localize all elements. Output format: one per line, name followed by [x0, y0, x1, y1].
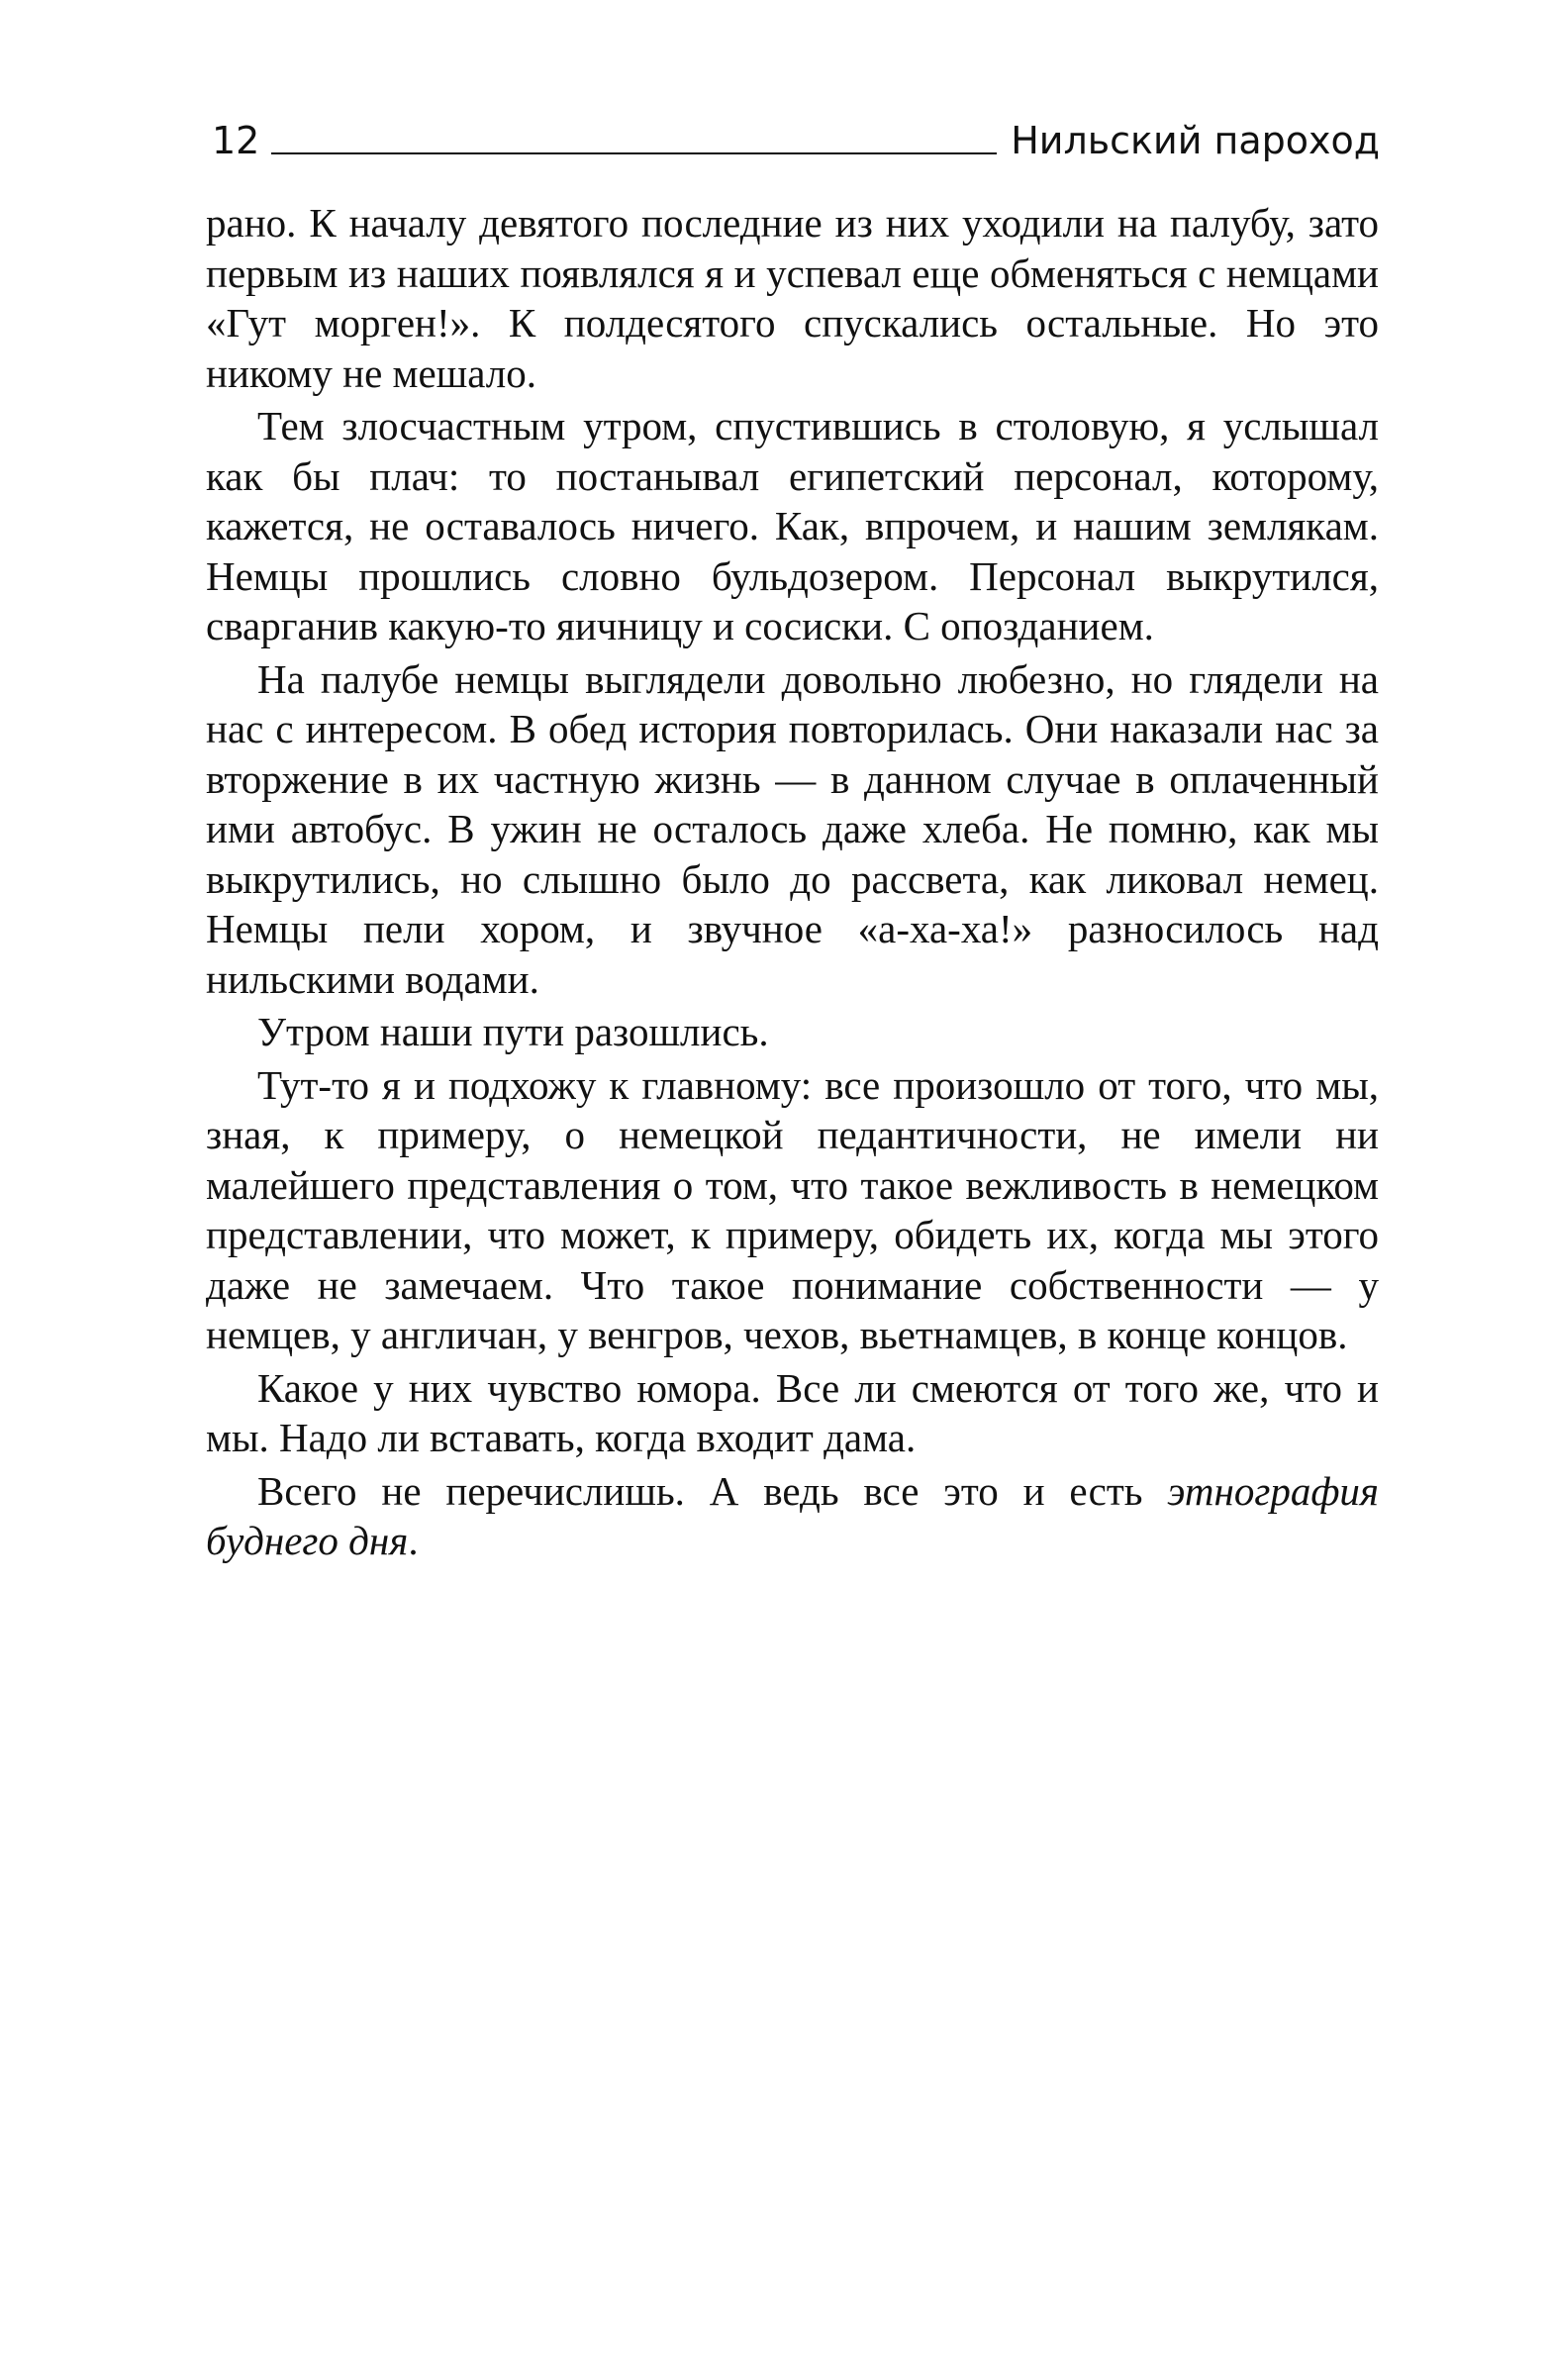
paragraph: Тем злосчастным утром, спустившись в столовую, я услышал как бы плач: то постанывал египетский персонал, которому, кажется, не оставалось ничего. Как, впрочем, и нашим землякам. Немцы прошлись словно бульдозером. Персонал выкрутился, сварганив какую-то яичницу и сосиски. С опозданием. [206, 403, 1379, 648]
paragraph-end-punctuation: . [408, 1518, 419, 1563]
page-number: 12 [212, 119, 260, 162]
paragraph: Какое у них чувство юмора. Все ли смеются от того же, что и мы. Надо ли вставать, когда входит дама. [206, 1364, 1379, 1460]
italic-phrase: этнография буднего дня [206, 1467, 1379, 1563]
paragraph-text: Всего не перечислишь. А ведь все это и есть [257, 1467, 1168, 1514]
paragraph: На палубе немцы выглядели довольно любезно, но глядели на нас с интересом. В обед история повторилась. Они наказали нас за вторжение в их частную жизнь — в данном случае в оплаченный ими автобус. В ужин не осталось даже хлеба. Не помню, как мы выкрутились, но слышно было до рассвета, как ликовал немец. Немцы пели хором, и звучное «а-ха-ха!» разносилось над нильскими водами. [206, 655, 1379, 1002]
paragraph: Тут-то я и подхожу к главному: все произошло от того, что мы, зная, к примеру, о немецкой педантичности, не имели ни малейшего представления о том, что такое вежливость в немецком представлении, что может, к примеру, обидеть их, когда мы этого даже не замечаем. Что такое понимание собственности — у немцев, у англичан, у венгров, чехов, вьетнамцев, в конце концов. [206, 1061, 1379, 1357]
header-rule [271, 152, 997, 154]
paragraph: Утром наши пути разошлись. [257, 1009, 769, 1054]
body-text [206, 198, 1379, 1566]
paragraph-continued: рано. К началу девятого последние из них уходили на палубу, зато первым из наших появлялся я и успевал еще обменяться с немцами «Гут морген!». К полдесятого спускались остальные. Но это никому не мешало. [206, 200, 1379, 396]
chapter-title: Нильский пароход [1011, 119, 1380, 162]
paragraph-final [206, 1466, 1379, 1566]
running-header [212, 107, 1380, 162]
